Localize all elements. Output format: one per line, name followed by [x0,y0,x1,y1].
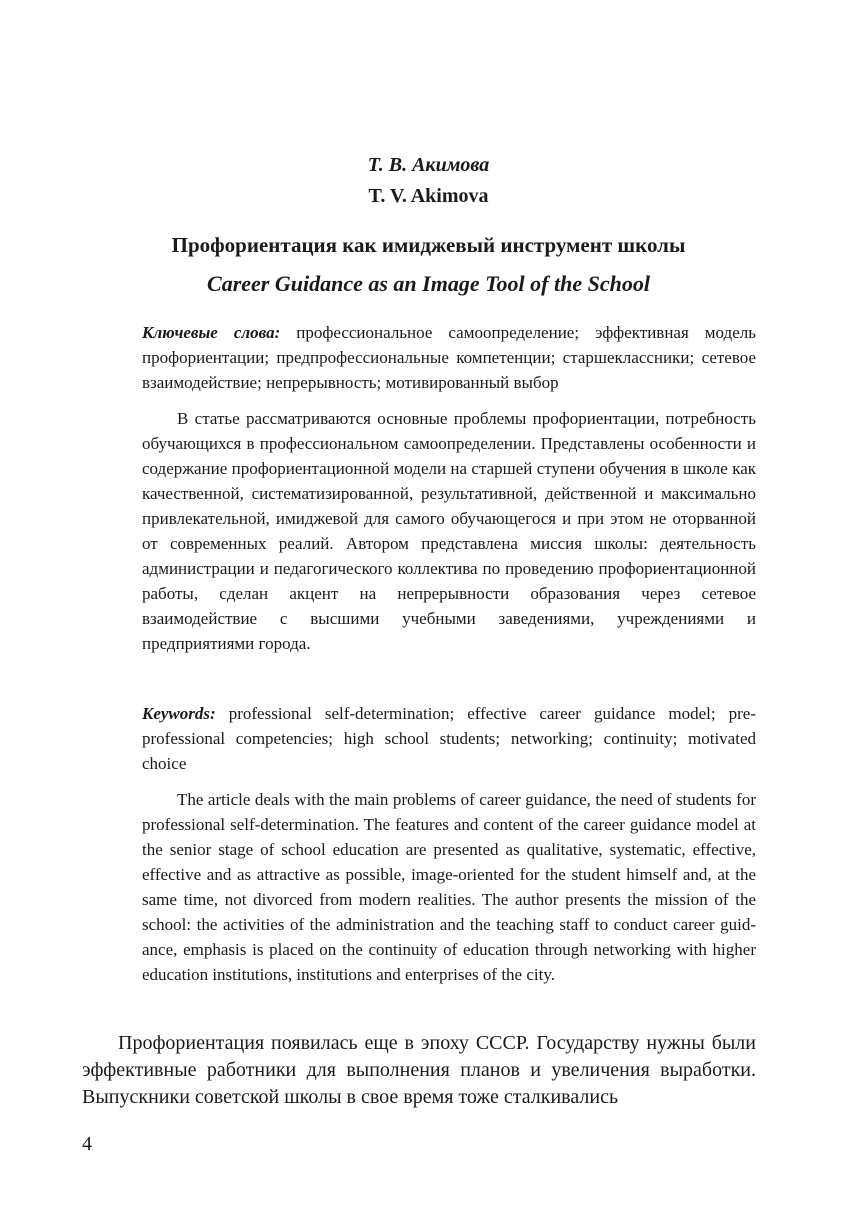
keywords-russian [142,320,756,395]
abstract-russian: В статье рассматриваются основные проблемы профориентации, потребность обучающихся в профессиональном самоопределении. Представлены особенности и содержание профориентационной модели на старшей ступени обучения в школе как качественной, систематизированной, результативной, действенной и максимально привлекательной, имиджевой для самого обучающегося и при этом не оторванной от современных реалий. Автором представлена миссия школы: деятельность администрации и педагогического коллектива по проведению профориентационной работы, сделан акцент на непрерывности образования через сетевое взаимодействие с высшими учебными заведениями, учреждениями и предприятиями города. [142,409,756,653]
article-title-english: Career Guidance as an Image Tool of the School [207,271,650,296]
page-number: 4 [82,1133,92,1155]
keywords-english-label: Keywords: [142,704,216,723]
abstract-english: The article deals with the main problems of career guidance, the need of students for professional self-determination. The features and content of the career guidance model at the senior stage of school education are presented as qualitative, systematic, effective, effective and as attractive as possible, image-oriented for the student himself and, at the same time, not divorced from modern realities. The author presents the mission of the school: the activities of the administration and the teaching staff to conduct career guidance, emphasis is placed on the continuity of education through networking with higher education institutions, institutions and enterprises of the city. [142,790,756,984]
author-name-russian: Т. В. Акимова [367,154,490,176]
keywords-english [142,701,756,776]
author-name-english: T. V. Akimova [368,185,489,207]
keywords-russian-label: Ключевые слова: [142,323,281,342]
keywords-russian-text: профессиональное самоопределение; эффективная модель профориентации; предпрофессиональные компетенции; старшеклассники; сетевое взаимодействие; непрерывность; мотивированный выбор [142,323,756,392]
body-paragraph: Профориентация появилась еще в эпоху СССР. Государству нужны были эффективные работники для выполнения планов и увеличения выработки. Выпускники советской школы в свое время тоже сталкивались [82,1032,756,1108]
article-title-russian: Профориентация как имиджевый инструмент школы [171,233,686,257]
keywords-english-text: professional self-determination; effective career guidance model; pre-professional competencies; high school students; networking; continuity; motivated choice [142,704,756,773]
